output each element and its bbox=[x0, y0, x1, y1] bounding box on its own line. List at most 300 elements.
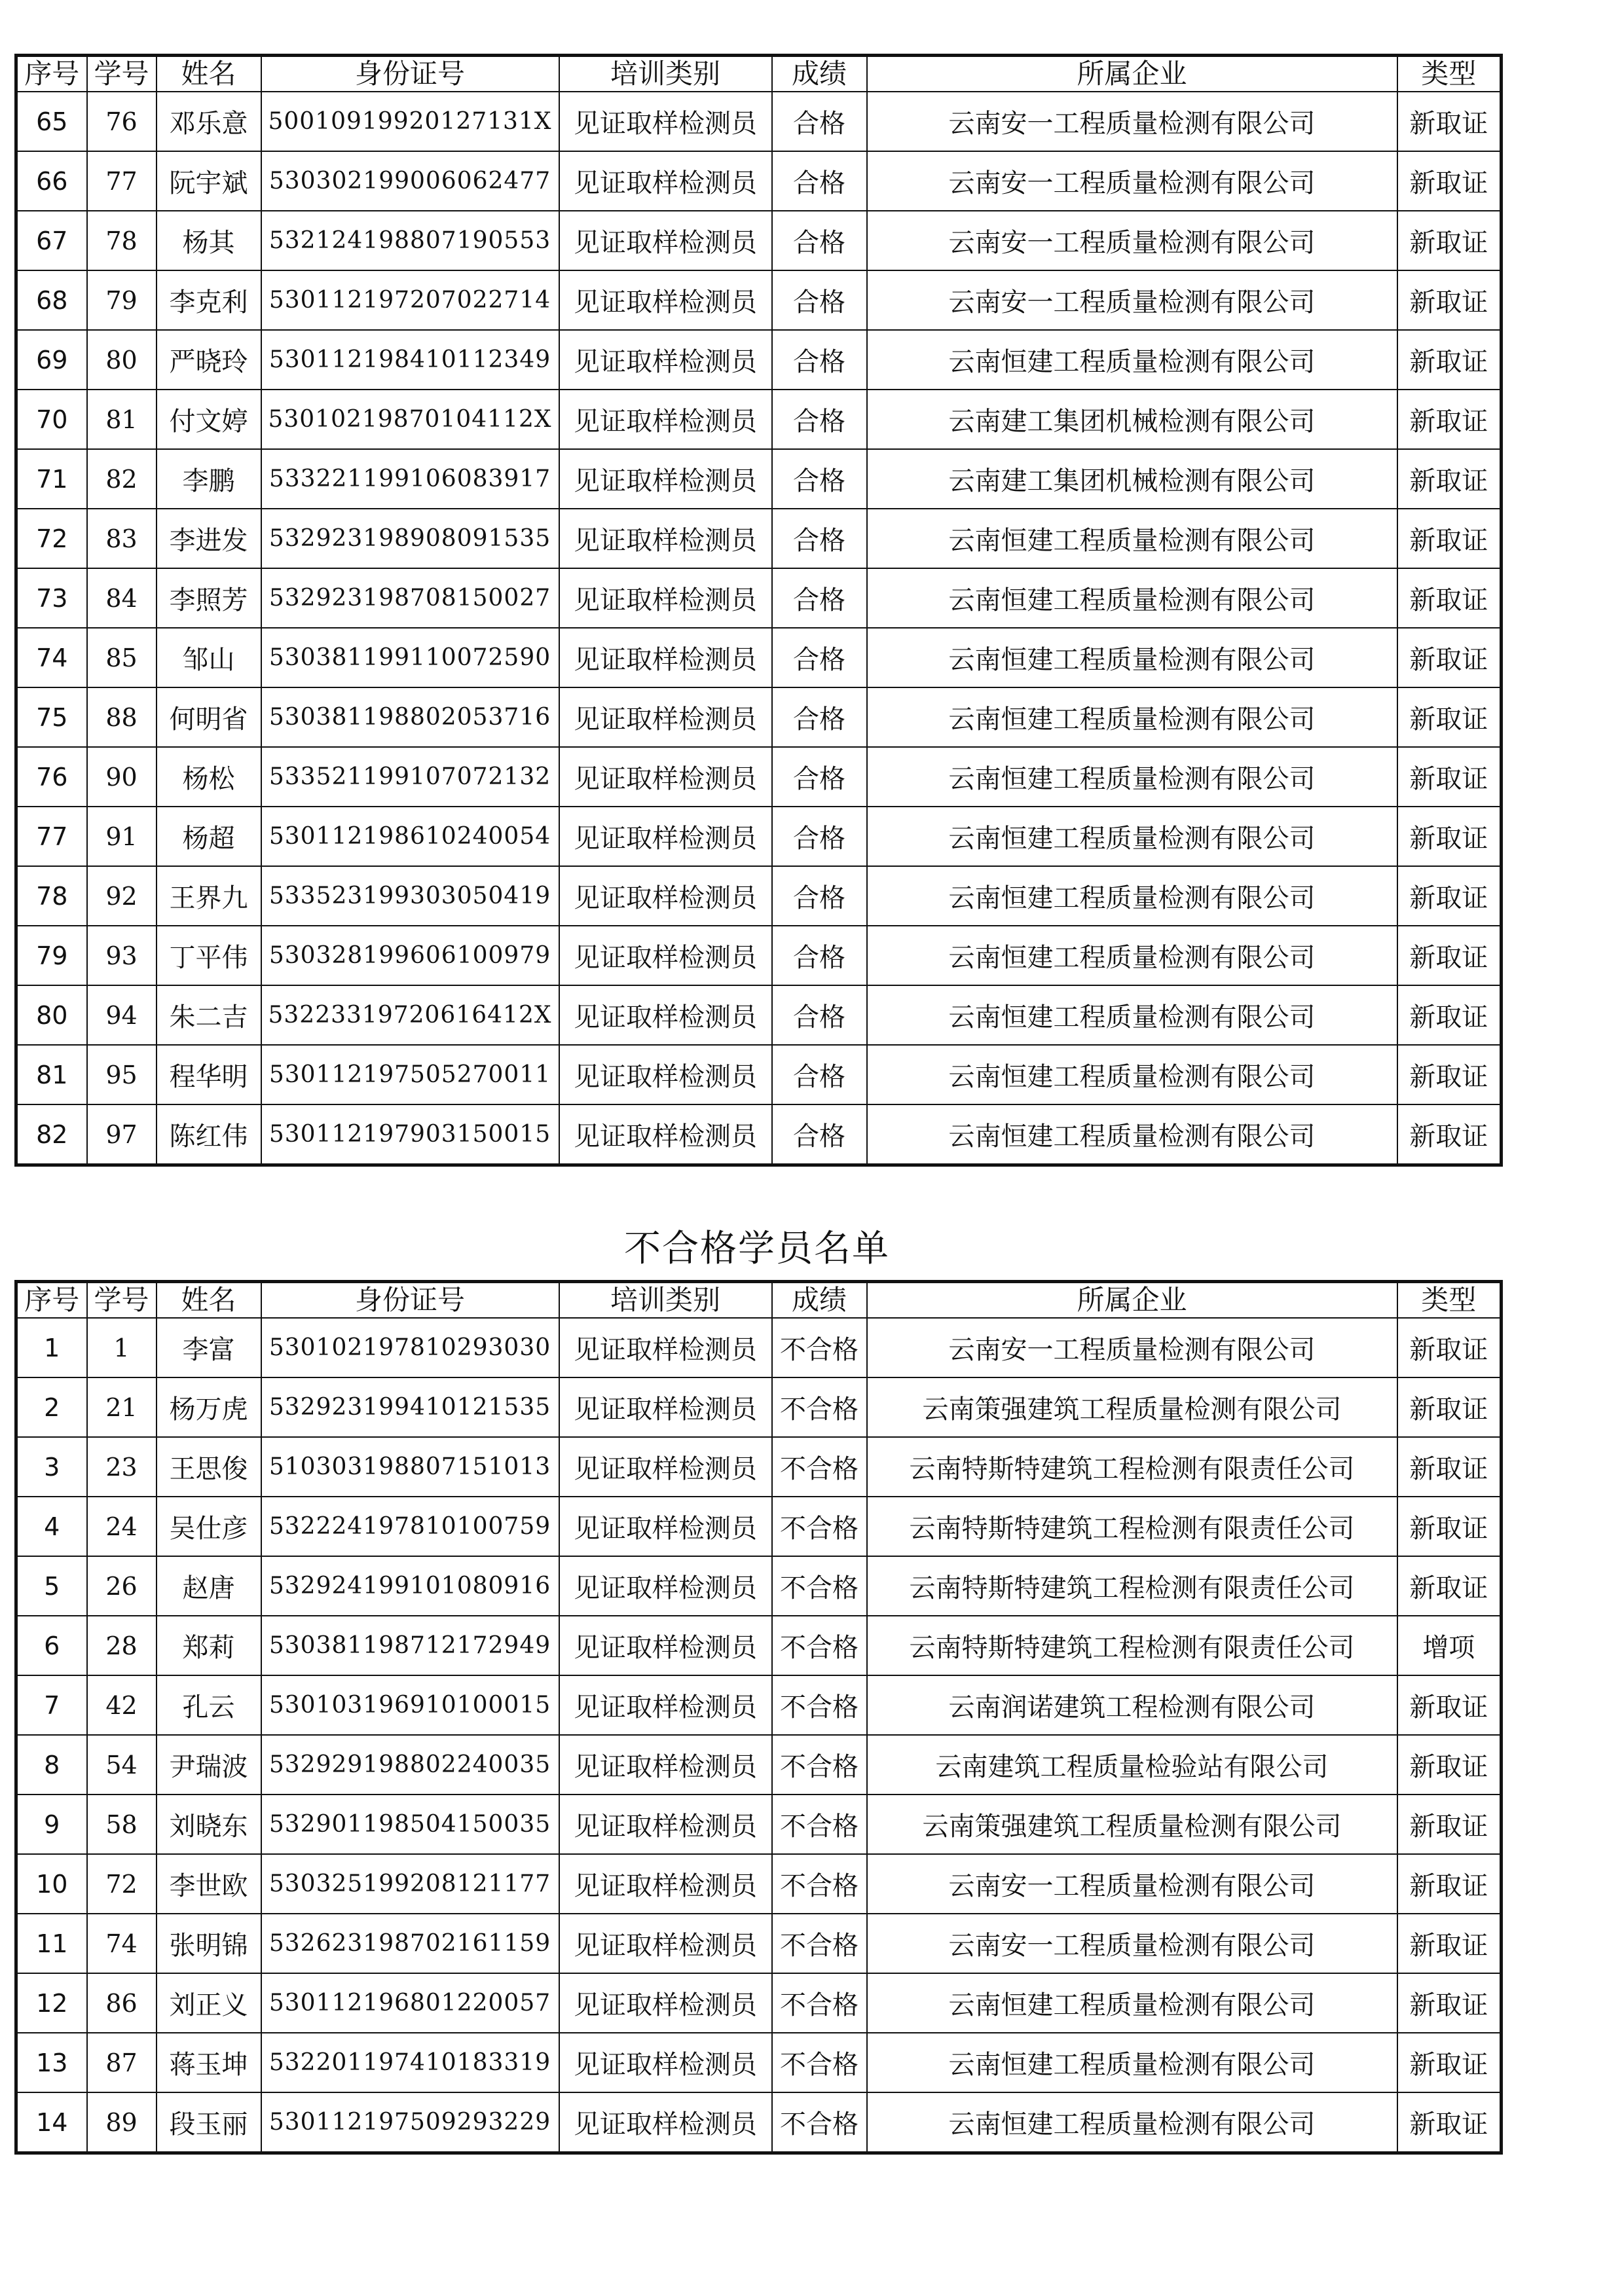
header-company: 所属企业 bbox=[867, 56, 1397, 92]
table-row bbox=[16, 449, 1502, 509]
cell-company: 云南安一工程质量检测有限公司 bbox=[867, 270, 1397, 330]
cell-id-number: 530103196910100015 bbox=[261, 1675, 559, 1735]
cell-type: 新取证 bbox=[1397, 211, 1502, 270]
cell-id-number: 530112196801220057 bbox=[261, 1973, 559, 2033]
cell-result: 不合格 bbox=[772, 2092, 867, 2153]
cell-id-number: 53223319720616412X bbox=[261, 985, 559, 1045]
cell-company: 云南建工集团机械检测有限公司 bbox=[867, 449, 1397, 509]
cell-result: 合格 bbox=[772, 687, 867, 747]
cell-name: 李进发 bbox=[157, 509, 261, 568]
cell-training-category: 见证取样检测员 bbox=[559, 1854, 772, 1914]
cell-company: 云南特斯特建筑工程检测有限责任公司 bbox=[867, 1616, 1397, 1675]
cell-training-category: 见证取样检测员 bbox=[559, 390, 772, 449]
cell-student-no: 89 bbox=[87, 2092, 157, 2153]
table-row bbox=[16, 985, 1502, 1045]
cell-student-no: 42 bbox=[87, 1675, 157, 1735]
cell-result: 合格 bbox=[772, 211, 867, 270]
cell-result: 合格 bbox=[772, 270, 867, 330]
table-row bbox=[16, 509, 1502, 568]
cell-result: 不合格 bbox=[772, 1377, 867, 1437]
cell-seq: 8 bbox=[16, 1735, 87, 1795]
header-training-category: 培训类别 bbox=[559, 1282, 772, 1319]
cell-name: 李克利 bbox=[157, 270, 261, 330]
header-name: 姓名 bbox=[157, 56, 261, 92]
cell-company: 云南恒建工程质量检测有限公司 bbox=[867, 1045, 1397, 1104]
cell-name: 杨松 bbox=[157, 747, 261, 807]
cell-student-no: 82 bbox=[87, 449, 157, 509]
cell-result: 合格 bbox=[772, 866, 867, 926]
cell-company: 云南恒建工程质量检测有限公司 bbox=[867, 568, 1397, 628]
cell-student-no: 58 bbox=[87, 1795, 157, 1854]
cell-training-category: 见证取样检测员 bbox=[559, 1795, 772, 1854]
cell-type: 新取证 bbox=[1397, 568, 1502, 628]
table-row bbox=[16, 2092, 1502, 2153]
header-student-no: 学号 bbox=[87, 56, 157, 92]
cell-training-category: 见证取样检测员 bbox=[559, 1914, 772, 1973]
cell-id-number: 530328199606100979 bbox=[261, 926, 559, 985]
cell-seq: 75 bbox=[16, 687, 87, 747]
table-row bbox=[16, 151, 1502, 211]
cell-student-no: 24 bbox=[87, 1497, 157, 1556]
cell-student-no: 94 bbox=[87, 985, 157, 1045]
cell-seq: 72 bbox=[16, 509, 87, 568]
table-row bbox=[16, 807, 1502, 866]
cell-student-no: 97 bbox=[87, 1104, 157, 1165]
cell-type: 新取证 bbox=[1397, 92, 1502, 151]
cell-training-category: 见证取样检测员 bbox=[559, 985, 772, 1045]
cell-name: 杨其 bbox=[157, 211, 261, 270]
cell-name: 程华明 bbox=[157, 1045, 261, 1104]
cell-name: 刘晓东 bbox=[157, 1795, 261, 1854]
cell-seq: 14 bbox=[16, 2092, 87, 2153]
cell-seq: 82 bbox=[16, 1104, 87, 1165]
cell-name: 郑莉 bbox=[157, 1616, 261, 1675]
cell-id-number: 530102197810293030 bbox=[261, 1318, 559, 1377]
cell-seq: 3 bbox=[16, 1437, 87, 1497]
cell-type: 新取证 bbox=[1397, 926, 1502, 985]
cell-type: 新取证 bbox=[1397, 449, 1502, 509]
cell-type: 新取证 bbox=[1397, 1104, 1502, 1165]
cell-type: 增项 bbox=[1397, 1616, 1502, 1675]
cell-result: 不合格 bbox=[772, 1914, 867, 1973]
cell-type: 新取证 bbox=[1397, 1973, 1502, 2033]
cell-id-number: 532923198708150027 bbox=[261, 568, 559, 628]
cell-type: 新取证 bbox=[1397, 1437, 1502, 1497]
cell-student-no: 87 bbox=[87, 2033, 157, 2092]
cell-training-category: 见证取样检测员 bbox=[559, 330, 772, 390]
cell-student-no: 26 bbox=[87, 1556, 157, 1616]
header-seq: 序号 bbox=[16, 56, 87, 92]
table-row bbox=[16, 1795, 1502, 1854]
cell-result: 不合格 bbox=[772, 1437, 867, 1497]
cell-training-category: 见证取样检测员 bbox=[559, 1497, 772, 1556]
cell-company: 云南特斯特建筑工程检测有限责任公司 bbox=[867, 1437, 1397, 1497]
cell-company: 云南恒建工程质量检测有限公司 bbox=[867, 1104, 1397, 1165]
cell-seq: 13 bbox=[16, 2033, 87, 2092]
cell-student-no: 83 bbox=[87, 509, 157, 568]
cell-training-category: 见证取样检测员 bbox=[559, 2033, 772, 2092]
cell-id-number: 530302199006062477 bbox=[261, 151, 559, 211]
cell-training-category: 见证取样检测员 bbox=[559, 747, 772, 807]
cell-type: 新取证 bbox=[1397, 1556, 1502, 1616]
header-id-number: 身份证号 bbox=[261, 56, 559, 92]
cell-training-category: 见证取样检测员 bbox=[559, 628, 772, 687]
cell-result: 合格 bbox=[772, 747, 867, 807]
cell-training-category: 见证取样检测员 bbox=[559, 1675, 772, 1735]
cell-seq: 7 bbox=[16, 1675, 87, 1735]
cell-result: 不合格 bbox=[772, 1675, 867, 1735]
cell-id-number: 533221199106083917 bbox=[261, 449, 559, 509]
table-row bbox=[16, 1104, 1502, 1165]
cell-student-no: 79 bbox=[87, 270, 157, 330]
cell-type: 新取证 bbox=[1397, 390, 1502, 449]
cell-type: 新取证 bbox=[1397, 1854, 1502, 1914]
cell-name: 严晓玲 bbox=[157, 330, 261, 390]
cell-id-number: 530112197509293229 bbox=[261, 2092, 559, 2153]
cell-id-number: 532124198807190553 bbox=[261, 211, 559, 270]
cell-company: 云南安一工程质量检测有限公司 bbox=[867, 151, 1397, 211]
cell-id-number: 530112198410112349 bbox=[261, 330, 559, 390]
table-row bbox=[16, 330, 1502, 390]
cell-seq: 11 bbox=[16, 1914, 87, 1973]
cell-type: 新取证 bbox=[1397, 2092, 1502, 2153]
cell-type: 新取证 bbox=[1397, 151, 1502, 211]
cell-type: 新取证 bbox=[1397, 1735, 1502, 1795]
cell-company: 云南恒建工程质量检测有限公司 bbox=[867, 509, 1397, 568]
cell-training-category: 见证取样检测员 bbox=[559, 1616, 772, 1675]
cell-seq: 66 bbox=[16, 151, 87, 211]
cell-name: 王界九 bbox=[157, 866, 261, 926]
failed-table-body bbox=[16, 1318, 1502, 2153]
failed-students-table bbox=[14, 1280, 1503, 2155]
cell-result: 合格 bbox=[772, 390, 867, 449]
cell-seq: 71 bbox=[16, 449, 87, 509]
table-row bbox=[16, 1854, 1502, 1914]
cell-seq: 67 bbox=[16, 211, 87, 270]
failed-list-title: 不合格学员名单 bbox=[624, 1228, 890, 1270]
cell-name: 赵唐 bbox=[157, 1556, 261, 1616]
cell-student-no: 84 bbox=[87, 568, 157, 628]
cell-company: 云南特斯特建筑工程检测有限责任公司 bbox=[867, 1556, 1397, 1616]
cell-training-category: 见证取样检测员 bbox=[559, 270, 772, 330]
cell-company: 云南安一工程质量检测有限公司 bbox=[867, 92, 1397, 151]
cell-company: 云南恒建工程质量检测有限公司 bbox=[867, 985, 1397, 1045]
table-row bbox=[16, 1497, 1502, 1556]
cell-seq: 78 bbox=[16, 866, 87, 926]
table-row bbox=[16, 1377, 1502, 1437]
cell-training-category: 见证取样检测员 bbox=[559, 2092, 772, 2153]
cell-type: 新取证 bbox=[1397, 807, 1502, 866]
cell-seq: 68 bbox=[16, 270, 87, 330]
cell-result: 不合格 bbox=[772, 1735, 867, 1795]
cell-company: 云南安一工程质量检测有限公司 bbox=[867, 1318, 1397, 1377]
cell-student-no: 74 bbox=[87, 1914, 157, 1973]
header-type: 类型 bbox=[1397, 1282, 1502, 1319]
cell-student-no: 88 bbox=[87, 687, 157, 747]
cell-name: 朱二吉 bbox=[157, 985, 261, 1045]
cell-training-category: 见证取样检测员 bbox=[559, 687, 772, 747]
cell-training-category: 见证取样检测员 bbox=[559, 509, 772, 568]
cell-result: 合格 bbox=[772, 1104, 867, 1165]
cell-type: 新取证 bbox=[1397, 1795, 1502, 1854]
cell-student-no: 91 bbox=[87, 807, 157, 866]
cell-type: 新取证 bbox=[1397, 1675, 1502, 1735]
cell-seq: 73 bbox=[16, 568, 87, 628]
cell-id-number: 530112198610240054 bbox=[261, 807, 559, 866]
cell-training-category: 见证取样检测员 bbox=[559, 151, 772, 211]
cell-result: 不合格 bbox=[772, 1318, 867, 1377]
cell-seq: 69 bbox=[16, 330, 87, 390]
header-result: 成绩 bbox=[772, 1282, 867, 1319]
cell-training-category: 见证取样检测员 bbox=[559, 211, 772, 270]
cell-result: 合格 bbox=[772, 151, 867, 211]
table-row bbox=[16, 270, 1502, 330]
cell-seq: 77 bbox=[16, 807, 87, 866]
cell-name: 丁平伟 bbox=[157, 926, 261, 985]
table-row bbox=[16, 1556, 1502, 1616]
table-row bbox=[16, 1318, 1502, 1377]
cell-training-category: 见证取样检测员 bbox=[559, 92, 772, 151]
cell-id-number: 532923198908091535 bbox=[261, 509, 559, 568]
cell-result: 不合格 bbox=[772, 1795, 867, 1854]
cell-company: 云南恒建工程质量检测有限公司 bbox=[867, 628, 1397, 687]
cell-name: 陈红伟 bbox=[157, 1104, 261, 1165]
cell-training-category: 见证取样检测员 bbox=[559, 1045, 772, 1104]
cell-training-category: 见证取样检测员 bbox=[559, 1104, 772, 1165]
cell-result: 合格 bbox=[772, 509, 867, 568]
cell-type: 新取证 bbox=[1397, 2033, 1502, 2092]
cell-student-no: 80 bbox=[87, 330, 157, 390]
cell-id-number: 532901198504150035 bbox=[261, 1795, 559, 1854]
cell-result: 合格 bbox=[772, 926, 867, 985]
cell-company: 云南安一工程质量检测有限公司 bbox=[867, 1854, 1397, 1914]
cell-company: 云南策强建筑工程质量检测有限公司 bbox=[867, 1377, 1397, 1437]
cell-type: 新取证 bbox=[1397, 1914, 1502, 1973]
cell-seq: 74 bbox=[16, 628, 87, 687]
cell-name: 阮宇斌 bbox=[157, 151, 261, 211]
cell-name: 王思俊 bbox=[157, 1437, 261, 1497]
cell-name: 邹山 bbox=[157, 628, 261, 687]
header-result: 成绩 bbox=[772, 56, 867, 92]
cell-id-number: 530381198712172949 bbox=[261, 1616, 559, 1675]
cell-company: 云南恒建工程质量检测有限公司 bbox=[867, 926, 1397, 985]
cell-company: 云南润诺建筑工程检测有限公司 bbox=[867, 1675, 1397, 1735]
cell-id-number: 533523199303050419 bbox=[261, 866, 559, 926]
cell-company: 云南恒建工程质量检测有限公司 bbox=[867, 2092, 1397, 2153]
cell-student-no: 72 bbox=[87, 1854, 157, 1914]
cell-seq: 81 bbox=[16, 1045, 87, 1104]
cell-type: 新取证 bbox=[1397, 747, 1502, 807]
failed-table-header bbox=[16, 1282, 1502, 1319]
cell-type: 新取证 bbox=[1397, 1318, 1502, 1377]
cell-result: 不合格 bbox=[772, 1854, 867, 1914]
cell-type: 新取证 bbox=[1397, 1377, 1502, 1437]
cell-training-category: 见证取样检测员 bbox=[559, 1973, 772, 2033]
cell-name: 李世欧 bbox=[157, 1854, 261, 1914]
cell-result: 合格 bbox=[772, 449, 867, 509]
header-id-number: 身份证号 bbox=[261, 1282, 559, 1319]
cell-name: 张明锦 bbox=[157, 1914, 261, 1973]
table-row bbox=[16, 1973, 1502, 2033]
table-row bbox=[16, 747, 1502, 807]
cell-id-number: 530112197207022714 bbox=[261, 270, 559, 330]
cell-student-no: 77 bbox=[87, 151, 157, 211]
header-seq: 序号 bbox=[16, 1282, 87, 1319]
cell-seq: 79 bbox=[16, 926, 87, 985]
cell-student-no: 76 bbox=[87, 92, 157, 151]
cell-id-number: 510303198807151013 bbox=[261, 1437, 559, 1497]
cell-name: 李鹏 bbox=[157, 449, 261, 509]
cell-seq: 12 bbox=[16, 1973, 87, 2033]
cell-company: 云南恒建工程质量检测有限公司 bbox=[867, 1973, 1397, 2033]
table-row bbox=[16, 1437, 1502, 1497]
cell-result: 合格 bbox=[772, 628, 867, 687]
cell-company: 云南恒建工程质量检测有限公司 bbox=[867, 2033, 1397, 2092]
header-company: 所属企业 bbox=[867, 1282, 1397, 1319]
cell-name: 李富 bbox=[157, 1318, 261, 1377]
cell-training-category: 见证取样检测员 bbox=[559, 1556, 772, 1616]
cell-company: 云南策强建筑工程质量检测有限公司 bbox=[867, 1795, 1397, 1854]
cell-id-number: 53010219870104112X bbox=[261, 390, 559, 449]
cell-id-number: 532623198702161159 bbox=[261, 1914, 559, 1973]
cell-seq: 2 bbox=[16, 1377, 87, 1437]
cell-name: 李照芳 bbox=[157, 568, 261, 628]
table-row bbox=[16, 1914, 1502, 1973]
cell-name: 吴仕彦 bbox=[157, 1497, 261, 1556]
cell-training-category: 见证取样检测员 bbox=[559, 1377, 772, 1437]
cell-company: 云南建工集团机械检测有限公司 bbox=[867, 390, 1397, 449]
cell-company: 云南恒建工程质量检测有限公司 bbox=[867, 747, 1397, 807]
cell-id-number: 532201197410183319 bbox=[261, 2033, 559, 2092]
cell-student-no: 90 bbox=[87, 747, 157, 807]
cell-company: 云南恒建工程质量检测有限公司 bbox=[867, 330, 1397, 390]
cell-type: 新取证 bbox=[1397, 1497, 1502, 1556]
cell-type: 新取证 bbox=[1397, 509, 1502, 568]
cell-training-category: 见证取样检测员 bbox=[559, 568, 772, 628]
table-row bbox=[16, 1675, 1502, 1735]
cell-student-no: 54 bbox=[87, 1735, 157, 1795]
cell-student-no: 1 bbox=[87, 1318, 157, 1377]
cell-result: 合格 bbox=[772, 985, 867, 1045]
cell-id-number: 532923199410121535 bbox=[261, 1377, 559, 1437]
cell-training-category: 见证取样检测员 bbox=[559, 866, 772, 926]
cell-company: 云南恒建工程质量检测有限公司 bbox=[867, 807, 1397, 866]
cell-type: 新取证 bbox=[1397, 687, 1502, 747]
cell-student-no: 92 bbox=[87, 866, 157, 926]
cell-result: 合格 bbox=[772, 92, 867, 151]
cell-seq: 9 bbox=[16, 1795, 87, 1854]
cell-training-category: 见证取样检测员 bbox=[559, 1735, 772, 1795]
cell-type: 新取证 bbox=[1397, 270, 1502, 330]
cell-company: 云南建筑工程质量检验站有限公司 bbox=[867, 1735, 1397, 1795]
cell-result: 不合格 bbox=[772, 2033, 867, 2092]
cell-seq: 70 bbox=[16, 390, 87, 449]
cell-id-number: 530325199208121177 bbox=[261, 1854, 559, 1914]
cell-name: 邓乐意 bbox=[157, 92, 261, 151]
cell-seq: 10 bbox=[16, 1854, 87, 1914]
cell-student-no: 81 bbox=[87, 390, 157, 449]
cell-result: 合格 bbox=[772, 1045, 867, 1104]
table-row bbox=[16, 628, 1502, 687]
cell-student-no: 86 bbox=[87, 1973, 157, 2033]
cell-name: 付文婷 bbox=[157, 390, 261, 449]
header-name: 姓名 bbox=[157, 1282, 261, 1319]
cell-student-no: 78 bbox=[87, 211, 157, 270]
cell-name: 刘正义 bbox=[157, 1973, 261, 2033]
cell-id-number: 533521199107072132 bbox=[261, 747, 559, 807]
cell-training-category: 见证取样检测员 bbox=[559, 1437, 772, 1497]
header-type: 类型 bbox=[1397, 56, 1502, 92]
cell-id-number: 532924199101080916 bbox=[261, 1556, 559, 1616]
cell-name: 尹瑞波 bbox=[157, 1735, 261, 1795]
cell-id-number: 532224197810100759 bbox=[261, 1497, 559, 1556]
cell-result: 合格 bbox=[772, 568, 867, 628]
cell-id-number: 530112197505270011 bbox=[261, 1045, 559, 1104]
header-training-category: 培训类别 bbox=[559, 56, 772, 92]
passed-table-header bbox=[16, 56, 1502, 92]
cell-student-no: 28 bbox=[87, 1616, 157, 1675]
cell-training-category: 见证取样检测员 bbox=[559, 449, 772, 509]
cell-seq: 1 bbox=[16, 1318, 87, 1377]
cell-training-category: 见证取样检测员 bbox=[559, 1318, 772, 1377]
table-row bbox=[16, 926, 1502, 985]
cell-id-number: 530381199110072590 bbox=[261, 628, 559, 687]
cell-type: 新取证 bbox=[1397, 330, 1502, 390]
cell-result: 不合格 bbox=[772, 1497, 867, 1556]
cell-type: 新取证 bbox=[1397, 866, 1502, 926]
table-row bbox=[16, 1616, 1502, 1675]
table-row bbox=[16, 92, 1502, 151]
passed-students-table bbox=[14, 54, 1503, 1167]
cell-seq: 6 bbox=[16, 1616, 87, 1675]
cell-seq: 65 bbox=[16, 92, 87, 151]
passed-table-body bbox=[16, 92, 1502, 1165]
table-row bbox=[16, 568, 1502, 628]
cell-id-number: 530112197903150015 bbox=[261, 1104, 559, 1165]
cell-student-no: 21 bbox=[87, 1377, 157, 1437]
table-row bbox=[16, 2033, 1502, 2092]
cell-name: 段玉丽 bbox=[157, 2092, 261, 2153]
table-row bbox=[16, 687, 1502, 747]
cell-company: 云南特斯特建筑工程检测有限责任公司 bbox=[867, 1497, 1397, 1556]
header-student-no: 学号 bbox=[87, 1282, 157, 1319]
cell-result: 不合格 bbox=[772, 1616, 867, 1675]
cell-id-number: 50010919920127131X bbox=[261, 92, 559, 151]
cell-name: 何明省 bbox=[157, 687, 261, 747]
cell-name: 杨超 bbox=[157, 807, 261, 866]
cell-company: 云南恒建工程质量检测有限公司 bbox=[867, 866, 1397, 926]
cell-name: 杨万虎 bbox=[157, 1377, 261, 1437]
table-row bbox=[16, 1045, 1502, 1104]
cell-training-category: 见证取样检测员 bbox=[559, 926, 772, 985]
cell-seq: 5 bbox=[16, 1556, 87, 1616]
table-row bbox=[16, 866, 1502, 926]
cell-seq: 76 bbox=[16, 747, 87, 807]
cell-id-number: 530381198802053716 bbox=[261, 687, 559, 747]
cell-name: 蒋玉坤 bbox=[157, 2033, 261, 2092]
cell-result: 合格 bbox=[772, 330, 867, 390]
cell-type: 新取证 bbox=[1397, 628, 1502, 687]
cell-company: 云南恒建工程质量检测有限公司 bbox=[867, 687, 1397, 747]
cell-student-no: 93 bbox=[87, 926, 157, 985]
cell-result: 不合格 bbox=[772, 1973, 867, 2033]
cell-result: 合格 bbox=[772, 807, 867, 866]
table-row bbox=[16, 211, 1502, 270]
cell-id-number: 532929198802240035 bbox=[261, 1735, 559, 1795]
cell-student-no: 23 bbox=[87, 1437, 157, 1497]
cell-student-no: 95 bbox=[87, 1045, 157, 1104]
cell-type: 新取证 bbox=[1397, 1045, 1502, 1104]
